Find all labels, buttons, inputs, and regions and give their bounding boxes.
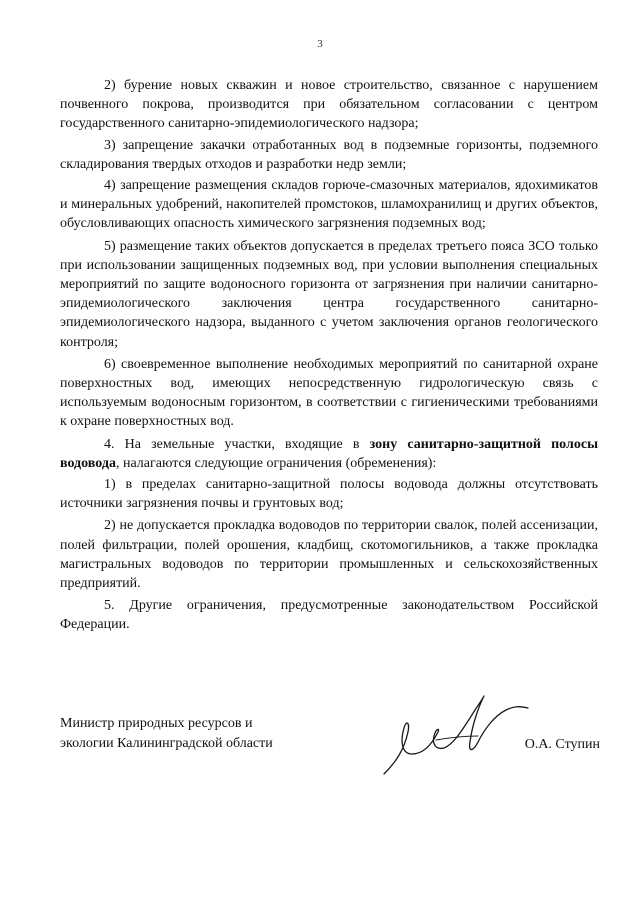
list-item: 2) бурение новых скважин и новое строительство, связанное с нарушением почвенного покрова, производится при обязательном согласовании с центром государственного санитарно-эпидемиологического надзора; <box>60 78 598 132</box>
signatory-position-line-1: Министр природных ресурсов и <box>60 716 253 731</box>
handwritten-signature <box>378 692 538 782</box>
list-item: 1) в пределах санитарно-защитной полосы водовода должны отсутствовать источники загрязнения почвы и грунтовых вод; <box>60 477 598 512</box>
list-item: 3) запрещение закачки отработанных вод в подземные горизонты, подземного складирования твердых отходов и разработки недр земли; <box>60 137 598 172</box>
signatory-name: О.А. Ступин <box>524 737 600 752</box>
section-5: 5. Другие ограничения, предусмотренные законодательством Российской Федерации. <box>60 598 598 633</box>
document-body <box>60 76 598 637</box>
signatory-position-line-2: экологии Калининградской области <box>60 735 273 751</box>
section-4-lead: 4. На земельные участки, входящие в <box>104 436 370 452</box>
list-item: 6) своевременное выполнение необходимых мероприятий по санитарной охране поверхностных вод, имеющих непосредственную гидрологическую связь с используемым водоносным горизонтом, в соответствии с гигиеническими требованиями к охране поверхностных вод. <box>60 356 598 430</box>
signatory-position <box>60 714 273 753</box>
section-4-tail: , налагаются следующие ограничения (обременения): <box>115 455 437 471</box>
signature-block <box>60 714 600 804</box>
page-number: 3 <box>317 38 323 50</box>
section-4-heading <box>60 435 598 473</box>
list-item: 2) не допускается прокладка водоводов по территории свалок, полей ассенизации, полей фильтрации, полей орошения, кладбищ, скотомогильников, а также прокладка магистральных водоводов по территории промышленных и сельскохозяйственных предприятий. <box>60 518 598 592</box>
list-item: 4) запрещение размещения складов горюче-смазочных материалов, ядохимикатов и минеральных удобрений, накопителей промстоков, шламохранилищ и других объектов, обусловливающих опасность химического загрязнения подземных вод; <box>60 178 598 232</box>
list-item: 5) размещение таких объектов допускается в пределах третьего пояса ЗСО только при использовании защищенных подземных вод, при условии выполнения специальных мероприятий по защите водоносного горизонта от загрязнения при наличии санитарно-эпидемиологического заключения центра государственного санитарно-эпидемиологического надзора, выданного с учетом заключения органов геологического контроля; <box>60 238 598 350</box>
section-4-bold-term: зону санитарно-защитной полосы водовода <box>60 436 598 471</box>
